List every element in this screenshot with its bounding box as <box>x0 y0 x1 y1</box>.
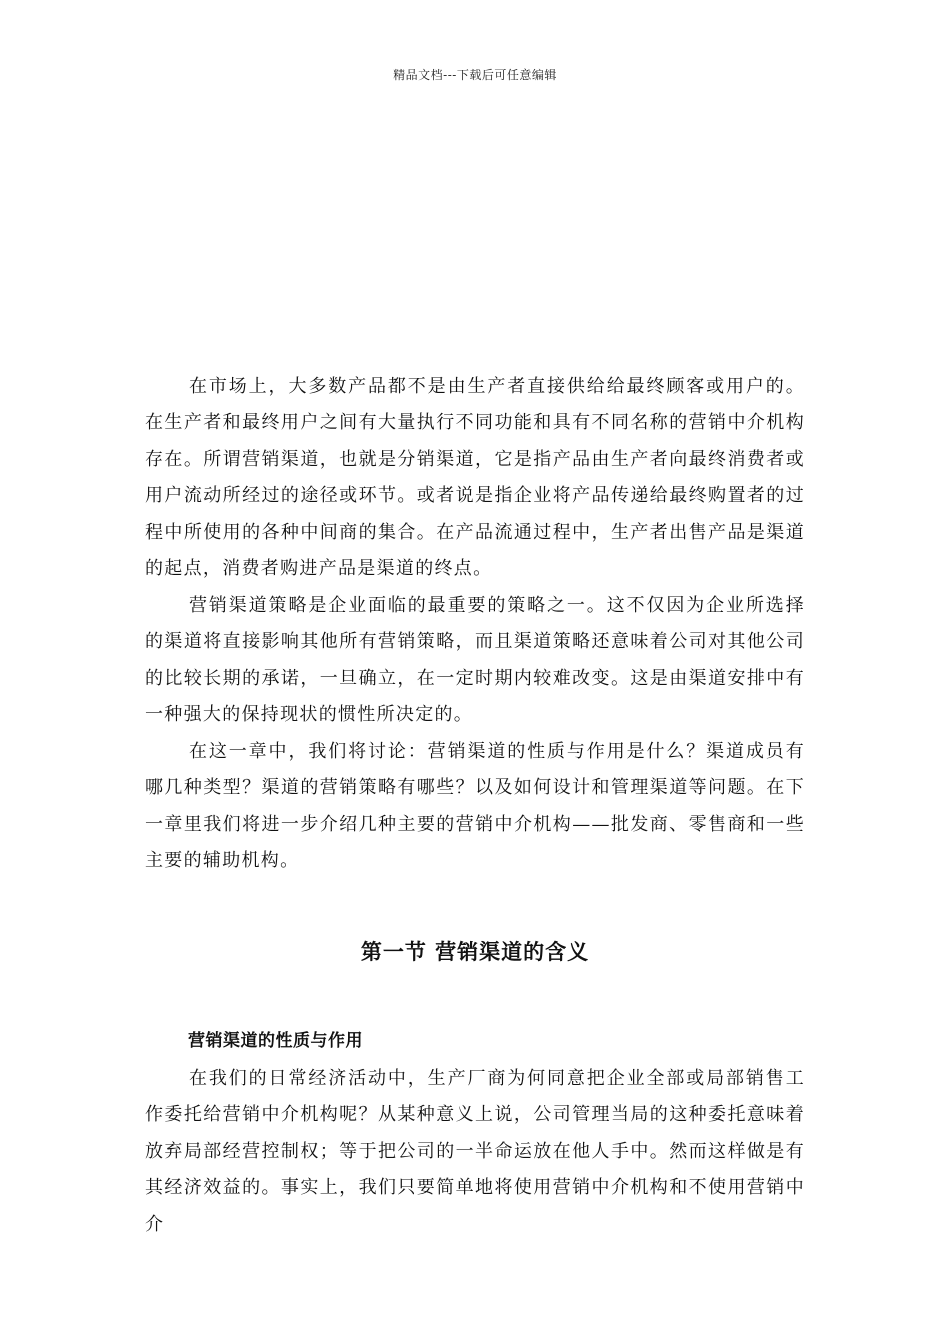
section-paragraph: 在我们的日常经济活动中，生产厂商为何同意把企业全部或局部销售工作委托给营销中介机构呢？从某种意义上说，公司管理当局的这种委托意味着放弃局部经营控制权；等于把公司的一半命运放在他人手中。然而这样做是有其经济效益的。事实上，我们只要简单地将使用营销中介机构和不使用营销中介 <box>145 1068 805 1235</box>
intro-paragraph-2: 营销渠道策略是企业面临的最重要的策略之一。这不仅因为企业所选择的渠道将直接影响其他所有营销策略，而且渠道策略还意味着公司对其他公司的比较长期的承诺，一旦确立，在一定时期内较难改变。这是由渠道安排中有一种强大的保持现状的惯性所决定的。 <box>145 595 805 726</box>
subsection-title: 营销渠道的性质与作用 <box>188 1031 363 1051</box>
page-header: 精品文档---下载后可任意编辑 <box>393 68 557 82</box>
intro-paragraph-3: 在这一章中，我们将讨论：营销渠道的性质与作用是什么？渠道成员有哪几种类型？渠道的营销策略有哪些？以及如何设计和管理渠道等问题。在下一章里我们将进一步介绍几种主要的营销中介机构——批发商、零售商和一些主要的辅助机构。 <box>145 741 805 872</box>
intro-paragraph-1: 在市场上，大多数产品都不是由生产者直接供给给最终顾客或用户的。在生产者和最终用户之间有大量执行不同功能和具有不同名称的营销中介机构存在。所谓营销渠道，也就是分销渠道，它是指产品由生产者向最终消费者或用户流动所经过的途径或环节。或者说是指企业将产品传递给最终购置者的过程中所使用的各种中间商的集合。在产品流通过程中，生产者出售产品是渠道的起点，消费者购进产品是渠道的终点。 <box>145 376 805 580</box>
section-title: 第一节 营销渠道的含义 <box>360 940 590 964</box>
